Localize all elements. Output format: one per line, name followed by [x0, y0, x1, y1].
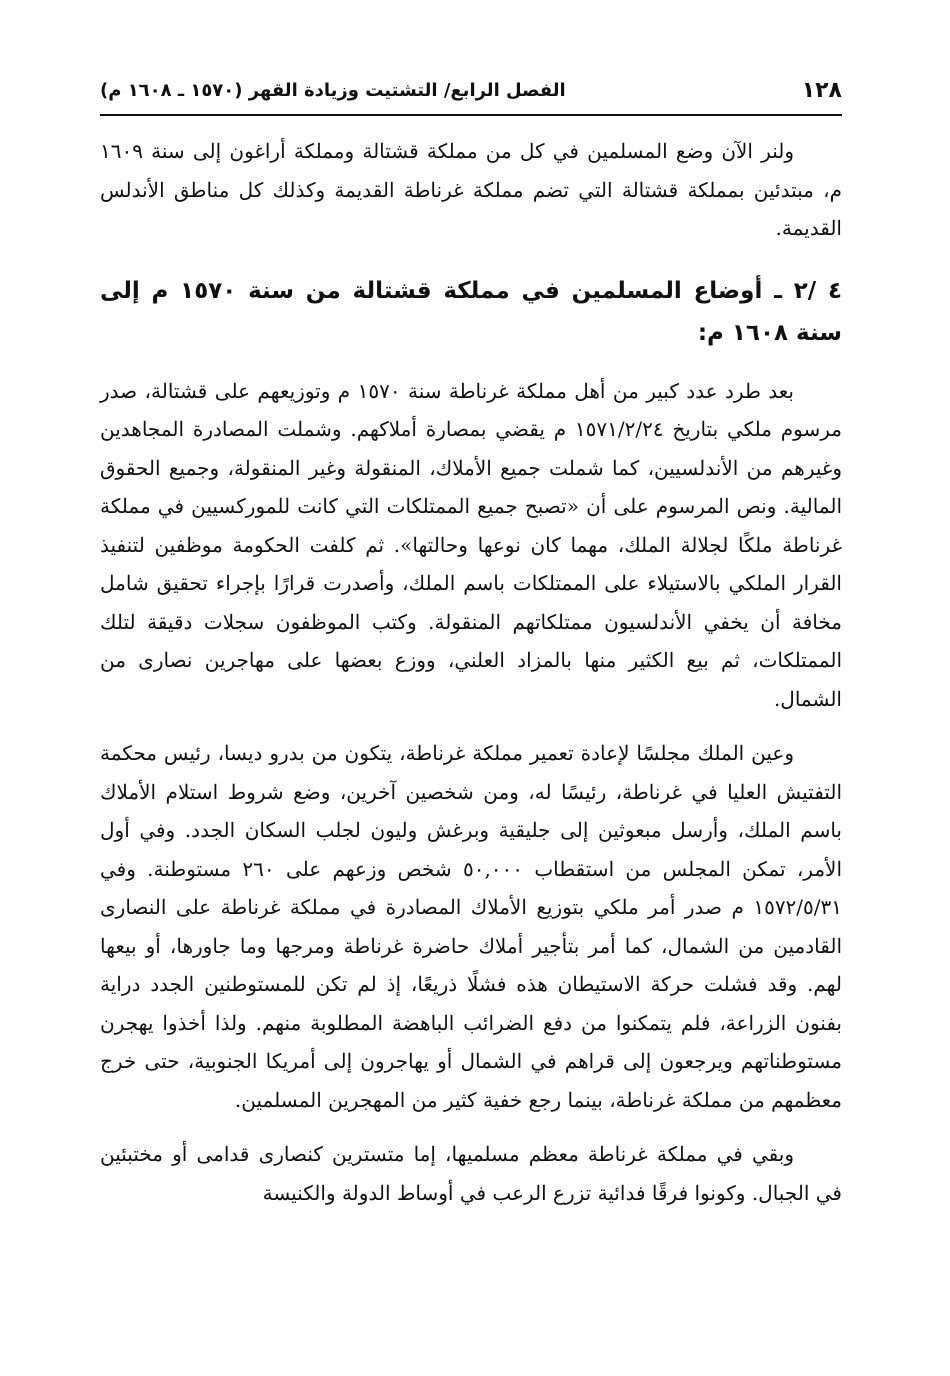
page-number: ١٢٨ [801, 78, 842, 103]
body-paragraph: بعد طرد عدد كبير من أهل مملكة غرناطة سنة ١٥٧٠ م وتوزيعهم على قشتالة، صدر مرسوم ملكي بتاريخ ١٥٧١/٢/٢٤ م يقضي بمصارة أملاكهم. وشملت المصادرة المجاهدين وغيرهم من الأندلسيين، كما شملت جميع الأملاك، المنقولة وغير المنقولة، وجميع الحقوق المالية. ونص المرسوم على أن «تصبح جميع الممتلكات التي كانت للموركسيين في مملكة غرناطة ملكًا لجلالة الملك، مهما كان نوعها وحالتها». ثم كلفت الحكومة موظفين لتنفيذ القرار الملكي بالاستيلاء على الممتلكات باسم الملك، وأصدرت قرارًا بإجراء تحقيق شامل مخافة أن يخفي الأندلسيون ممتلكاتهم المنقولة. وكتب الموظفون سجلات دقيقة لتلك الممتلكات، ثم بيع الكثير منها بالمزاد العلني، ووزع بعضها على مهاجرين نصارى من الشمال. [100, 378, 842, 711]
section-heading: ٤ /٢ ـ أوضاع المسلمين في مملكة قشتالة من سنة ١٥٧٠ م إلى سنة ١٦٠٨ م: [100, 277, 842, 346]
page-header [100, 66, 842, 116]
intro-paragraph: ولنر الآن وضع المسلمين في كل من مملكة قشتالة ومملكة أراغون إلى سنة ١٦٠٩ م، مبتدئين بمملكة قشتالة التي تضم مملكة غرناطة القديمة وكذلك كل مناطق الأندلس القديمة. [100, 139, 842, 240]
body-paragraph: وعين الملك مجلسًا لإعادة تعمير مملكة غرناطة، يتكون من بدرو ديسا، رئيس محكمة التفتيش العليا في غرناطة، رئيسًا له، ومن شخصين آخرين، وضع شروط استلام الأملاك باسم الملك، وأرسل مبعوثين إلى جليقية وبرغش وليون لجلب السكان الجدد. وفي أول الأمر، تمكن المجلس من استقطاب ٥٠,٠٠٠ شخص وزعهم على ٢٦٠ مستوطنة. وفي ١٥٧٢/٥/٣١ م صدر أمر ملكي بتوزيع الأملاك المصادرة في مملكة غرناطة على النصارى القادمين من الشمال، كما أمر بتأجير أملاك حاضرة غرناطة ومرجها وما جاورها، أو بيعها لهم. وقد فشلت حركة الاستيطان هذه فشلًا ذريعًا، إذ لم تكن للمستوطنين الجدد دراية بفنون الزراعة، فلم يتمكنوا من دفع الضرائب الباهضة المطلوبة منهم. ولذا أخذوا يهجرن مستوطناتهم ويرجعون إلى قراهم في الشمال أو يهاجرون إلى أمريكا الجنوبية، حتى خرج معظمهم من مملكة غرناطة، بينما رجع خفية كثير من المهجرين المسلمين. [100, 741, 843, 1112]
body-paragraph: وبقي في مملكة غرناطة معظم مسلميها، إما متسترين كنصارى قدامى أو مختبئين في الجبال. وكونوا فرقًا فدائية تزرع الرعب في أوساط الدولة والكنيسة [100, 1142, 842, 1205]
page-body [100, 132, 842, 1212]
running-title: الفصل الرابع/ التشتيت وزيادة القهر (١٥٧٠ ـ ١٦٠٨ م) [100, 80, 566, 101]
